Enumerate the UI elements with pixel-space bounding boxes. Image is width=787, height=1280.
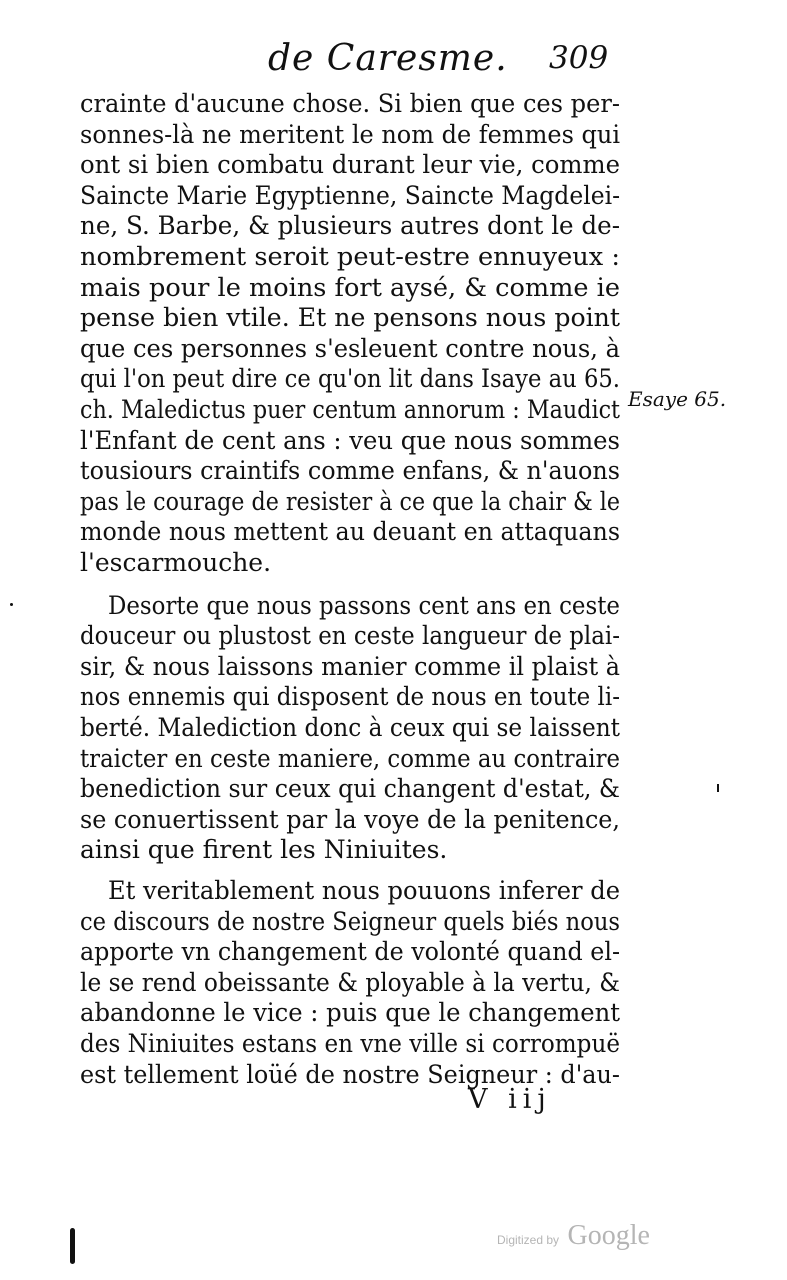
- text-line: ne, S. Barbe, & plusieurs autres dont le de-: [80, 211, 620, 241]
- marginal-note: Esaye 65.: [628, 387, 727, 411]
- scan-speck: [717, 784, 719, 792]
- text-line: crainte d'aucune chose. Si bien que ces per-: [80, 89, 620, 118]
- watermark-prefix: Digitized by: [497, 1233, 560, 1247]
- text-line: abandonne le vice : puis que le changement: [80, 998, 620, 1028]
- text-line: mais pour le moins fort aysé, & comme ie: [80, 272, 620, 302]
- text-line: ch. Maledictus puer centum annorum : Maudict: [80, 395, 620, 424]
- text-line: l'escarmouche.: [80, 548, 272, 577]
- text-line: Saincte Marie Egyptienne, Saincte Magdelei-: [80, 180, 620, 210]
- text-line: pas le courage de resister à ce que la chair & le: [80, 486, 620, 516]
- scan-speck: [10, 603, 13, 606]
- text-line: nombrement seroit peut-estre ennuyeux :: [80, 242, 620, 271]
- text-line: que ces personnes s'esleuent contre nous, à: [80, 333, 620, 363]
- signature-mark: V iij: [468, 1084, 552, 1115]
- scan-edge-mark: [70, 1228, 75, 1264]
- text-line: douceur ou plustost en ceste langueur de plai-: [80, 621, 620, 651]
- running-head: de Caresme.: [268, 38, 508, 79]
- text-line: traicter en ceste maniere, comme au contraire: [80, 743, 620, 773]
- text-line: le se rend obeissante & ployable à la vertu, &: [80, 967, 620, 997]
- text-line: tousiours craintifs comme enfans, & n'auons: [80, 456, 620, 486]
- text-line: apporte vn changement de volonté quand el-: [80, 937, 620, 967]
- text-line: est tellement loüé de nostre Seigneur : d'au-: [80, 1059, 620, 1089]
- text-line: monde nous mettent au deuant en attaquans: [80, 517, 620, 547]
- text-line: ce discours de nostre Seigneur quels biés nous: [80, 906, 620, 936]
- text-line: ainsi que firent les Niniuites.: [80, 835, 448, 865]
- text-line: se conuertissent par la voye de la penitence,: [80, 804, 620, 834]
- text-line: Desorte que nous passons cent ans en ceste: [108, 590, 620, 620]
- text-line: qui l'on peut dire ce qu'on lit dans Isaye au 65.: [80, 364, 620, 394]
- page-number: 309: [549, 40, 609, 76]
- text-line: Et veritablement nous pouuons inferer de: [108, 876, 620, 905]
- text-line: ont si bien combatu durant leur vie, comme: [80, 150, 620, 180]
- text-line: l'Enfant de cent ans : veu que nous sommes: [80, 425, 620, 455]
- text-line: berté. Malediction donc à ceux qui se laissent: [80, 713, 620, 742]
- google-logo: Google: [567, 1220, 650, 1251]
- text-line: sir, & nous laissons manier comme il plaist à: [80, 651, 620, 681]
- text-line: benediction sur ceux qui changent d'estat, &: [80, 774, 620, 804]
- text-line: pense bien vtile. Et ne pensons nous point: [80, 303, 620, 333]
- text-line: nos ennemis qui disposent de nous en toute li-: [80, 682, 620, 712]
- text-line: sonnes-là ne meritent le nom de femmes qui: [80, 119, 620, 149]
- text-line: des Niniuites estans en vne ville si corrompuë: [80, 1029, 620, 1058]
- google-watermark: [497, 1220, 650, 1252]
